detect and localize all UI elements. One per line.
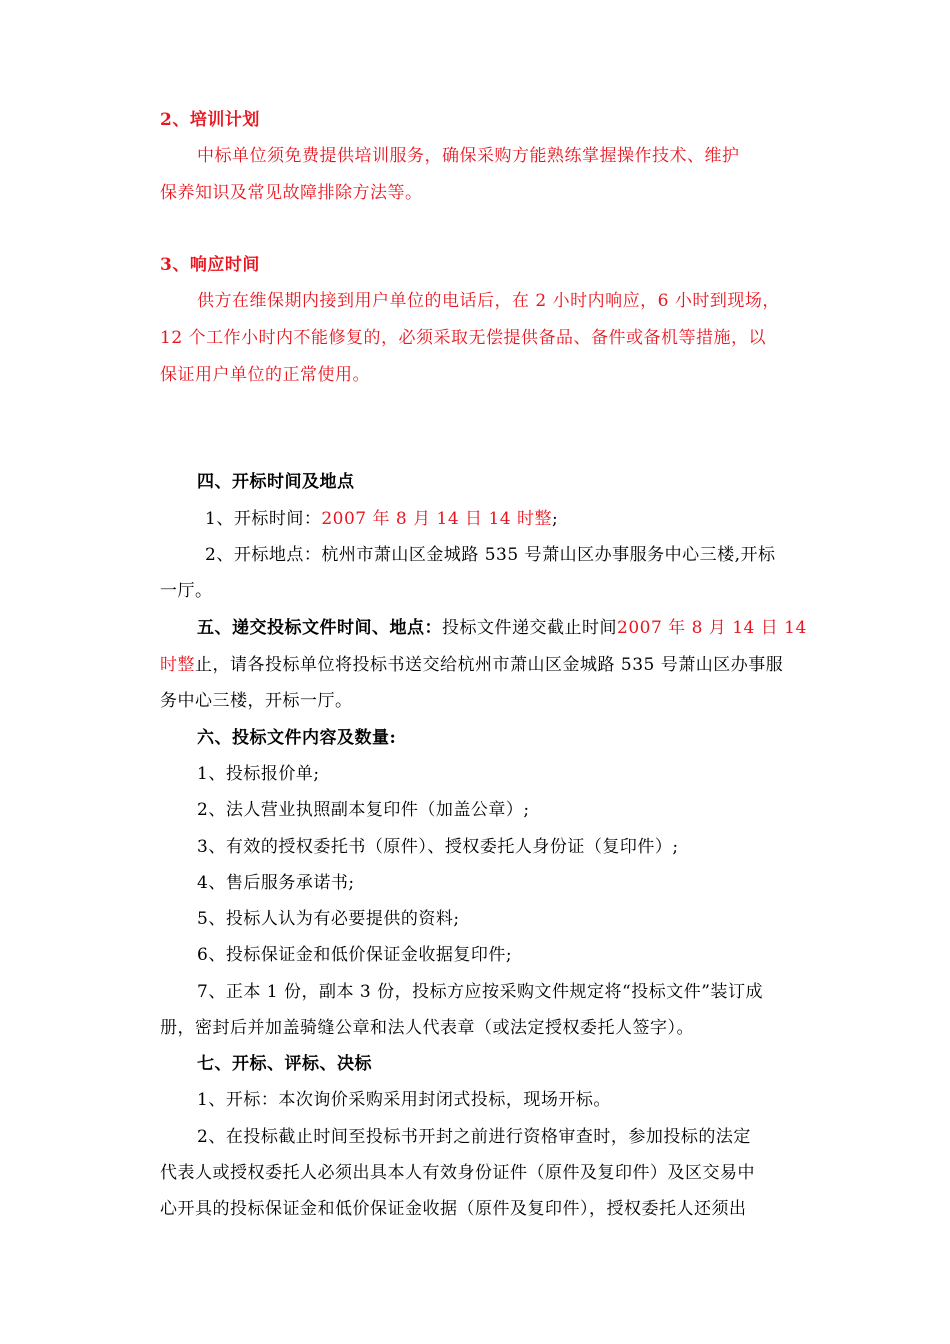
deadline-part-1: 2007 年 8 月 14 日 14 xyxy=(617,618,807,638)
section4-heading: 四、开标时间及地点 xyxy=(197,472,355,492)
section7-item-2-line-2: 代表人或授权委托人必须出具本人有效身份证件（原件及复印件）及区交易中 xyxy=(160,1163,755,1183)
section6-item-3: 3、有效的授权委托书（原件）、授权委托人身份证（复印件）; xyxy=(197,837,679,857)
section6-item-5: 5、投标人认为有必要提供的资料; xyxy=(197,909,460,929)
section5-line-3: 务中心三楼，开标一厅。 xyxy=(160,691,353,711)
training-line-2: 保养知识及常见故障排除方法等。 xyxy=(160,183,423,203)
section5-line-2 xyxy=(160,654,783,676)
opening-time-end: ; xyxy=(552,509,559,529)
section6-item-2: 2、法人营业执照副本复印件（加盖公章）; xyxy=(197,800,530,820)
section6-heading: 六、投标文件内容及数量: xyxy=(197,728,397,748)
response-line-1: 供方在维保期内接到用户单位的电话后，在 2 小时内响应，6 小时到现场， xyxy=(197,291,780,311)
section4-item2-line-2: 一厅。 xyxy=(160,581,213,601)
deadline-part-2: 时整 xyxy=(160,655,195,675)
opening-time-label: 1、开标时间： xyxy=(205,509,322,529)
response-line-2: 12 个工作小时内不能修复的，必须采取无偿提供备品、备件或备机等措施，以 xyxy=(160,328,767,348)
section4-item2-line-1: 2、开标地点：杭州市萧山区金城路 535 号萧山区办事服务中心三楼,开标 xyxy=(205,545,776,565)
response-line-3: 保证用户单位的正常使用。 xyxy=(160,365,370,385)
section5-text-2: 止，请各投标单位将投标书送交给杭州市萧山区金城路 535 号萧山区办事服 xyxy=(195,655,784,675)
section7-heading: 七、开标、评标、决标 xyxy=(197,1054,372,1074)
section6-item-6: 6、投标保证金和低价保证金收据复印件; xyxy=(197,945,513,965)
opening-time-value: 2007 年 8 月 14 日 14 时整 xyxy=(321,509,552,529)
section6-item-7-line-2: 册，密封后并加盖骑缝公章和法人代表章（或法定授权委托人签字）。 xyxy=(160,1018,694,1038)
section4-item1 xyxy=(205,508,558,530)
section5-text-1: 投标文件递交截止时间 xyxy=(442,618,617,638)
training-line-1: 中标单位须免费提供培训服务，确保采购方能熟练掌握操作技术、维护 xyxy=(197,146,740,166)
response-heading: 3、响应时间 xyxy=(160,255,260,275)
section7-item-1: 1、开标：本次询价采购采用封闭式投标，现场开标。 xyxy=(197,1090,611,1110)
section6-item-4: 4、售后服务承诺书; xyxy=(197,873,355,893)
section7-item-2-line-3: 心开具的投标保证金和低价保证金收据（原件及复印件），授权委托人还须出 xyxy=(160,1199,747,1219)
training-heading: 2、培训计划 xyxy=(160,110,260,130)
section7-item-2-line-1: 2、在投标截止时间至投标书开封之前进行资格审查时，参加投标的法定 xyxy=(197,1127,751,1147)
section5-line-1 xyxy=(197,617,807,639)
section6-item-1: 1、投标报价单; xyxy=(197,764,320,784)
section5-heading: 五、递交投标文件时间、地点： xyxy=(197,618,442,638)
section6-item-7-line-1: 7、正本 1 份，副本 3 份，投标方应按采购文件规定将“投标文件”装订成 xyxy=(197,982,763,1002)
